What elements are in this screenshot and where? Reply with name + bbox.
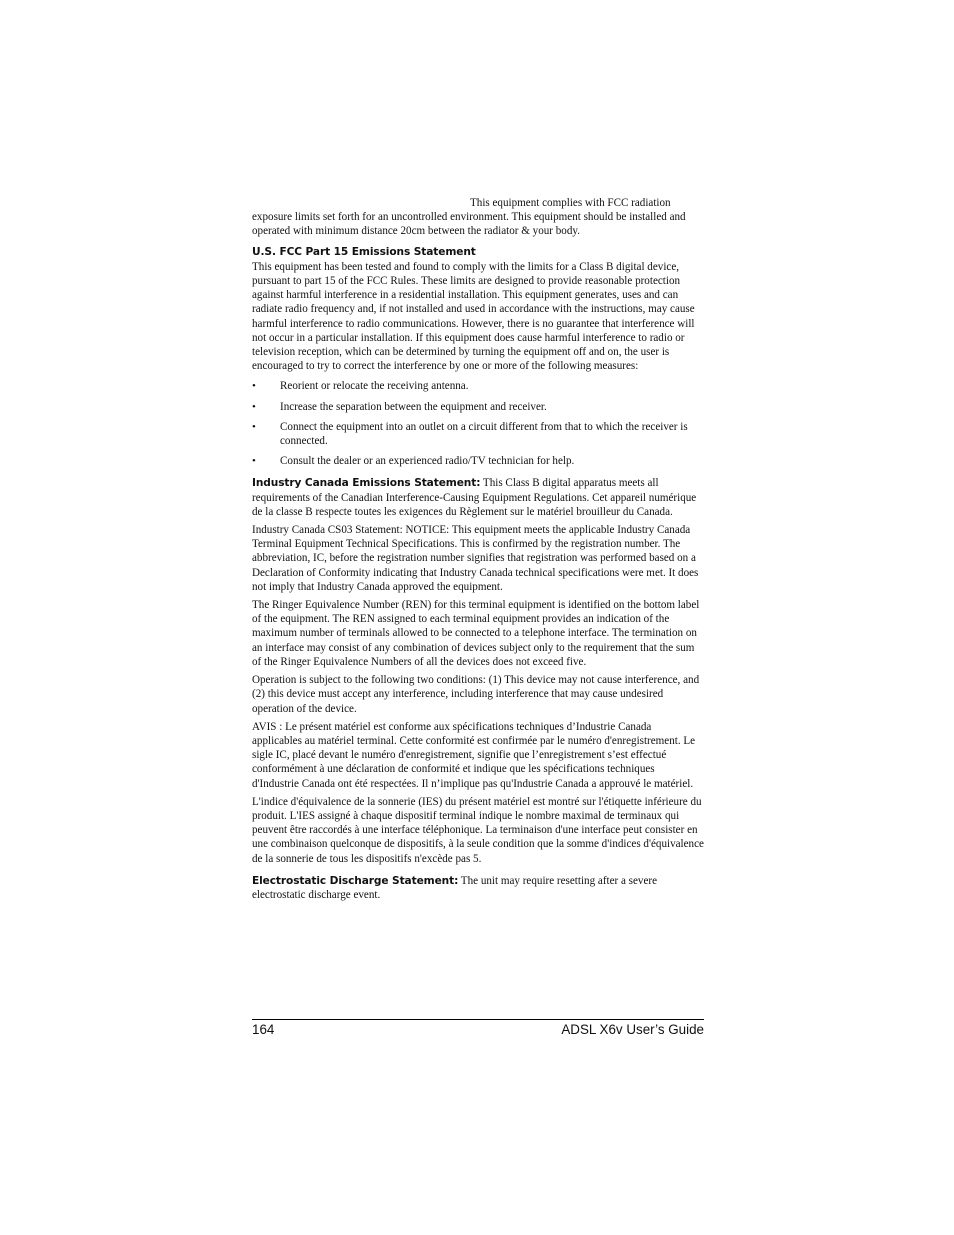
list-item: [252, 379, 704, 393]
list-item: [252, 454, 704, 468]
esd-body: The unit may require resetting after a severe electrostatic discharge event.: [252, 874, 658, 901]
ren-paragraph: The Ringer Equivalence Number (REN) for this terminal equipment is identified on the bottom label of the equipment. The REN assigned to each terminal equipment provides an indication of the maximum number of terminals allowed to be connected to a telephone interface. The termination on an interface may consist of any combination of devices subject only to the requirement that the sum of the Ringer Equivalence Numbers of all the devices does not exceed five.: [252, 599, 700, 668]
bullet-icon: •: [252, 400, 256, 413]
list-item-text: Consult the dealer or an experienced radio/TV technician for help.: [280, 455, 575, 468]
page-number: 164: [252, 1022, 275, 1037]
page-content: [252, 196, 704, 906]
bullet-icon: •: [252, 380, 256, 393]
fcc-part15-heading: U.S. FCC Part 15 Emissions Statement: [252, 245, 476, 258]
list-item-text: Reorient or relocate the receiving antenna.: [280, 380, 469, 393]
intro-paragraph: This equipment complies with FCC radiation exposure limits set forth for an uncontrolled environment. This equipment should be installed and operated with minimum distance 20cm between the radiator & your body.: [252, 197, 686, 238]
list-item: [252, 400, 704, 414]
bullet-icon: •: [252, 455, 256, 468]
esd-heading: Electrostatic Discharge Statement:: [252, 874, 459, 887]
esd-paragraph: [252, 874, 704, 902]
page-footer: [252, 1019, 704, 1037]
indice-paragraph: L'indice d'équivalence de la sonnerie (IES) du présent matériel est montré sur l'étiquette inférieure du produit. L'IES assigné à chaque dispositif terminal indique le nombre maximal de terminaux qui peuvent être raccordés à une interface téléphonique. La terminaison d'une interface peut consister en une combinaison quelconque de dispositifs, à la seule condition que la somme d'indices d'équivalence de la sonnerie de tous les dispositifs n'excède pas 5.: [252, 795, 704, 865]
industry-canada-heading: Industry Canada Emissions Statement:: [252, 477, 481, 490]
fcc-measures-list: [252, 379, 704, 468]
cs03-paragraph: Industry Canada CS03 Statement: NOTICE: This equipment meets the applicable Industry Canada Terminal Equipment Technical Specifications. This is confirmed by the registration number. The abbreviation, IC, before the registration number signifies that registration was performed based on a Declaration of Conformity indicating that Industry Canada technical specifications were met. It does not imply that Industry Canada approved the equipment.: [252, 524, 699, 593]
guide-title: ADSL X6v User’s Guide: [561, 1022, 704, 1037]
list-item: [252, 420, 704, 448]
operation-paragraph: Operation is subject to the following two conditions: (1) This device may not cause interference, and (2) this device must accept any interference, including interference that may cause undesired operation of the device.: [252, 674, 700, 715]
industry-canada-body: This Class B digital apparatus meets all requirements of the Canadian Interference-Causing Equipment Regulations. Cet appareil numérique de la classe B respecte toutes les exigences du Règlement sur le matériel brouilleur du Canada.: [252, 477, 697, 518]
industry-canada-paragraph: [252, 476, 704, 519]
list-item-text: Increase the separation between the equipment and receiver.: [280, 400, 547, 413]
fcc-part15-body: This equipment has been tested and found to comply with the limits for a Class B digital device, pursuant to part 15 of the FCC Rules. These limits are designed to provide reasonable protection against harmful interference in a residential installation. This equipment generates, uses and can radiate radio frequency and, if not installed and used in accordance with the instructions, may cause harmful interference to radio communications. However, there is no guarantee that interference will not occur in a particular installation. If this equipment does cause harmful interference to radio or television reception, which can be determined by turning the equipment off and on, the user is encouraged to try to correct the interference by one or more of the following measures:: [252, 260, 695, 373]
list-item-text: Connect the equipment into an outlet on a circuit different from that to which the receiver is connected.: [280, 420, 688, 448]
avis-paragraph: AVIS : Le présent matériel est conforme aux spécifications techniques d’Industrie Canada applicables au matériel terminal. Cette conformité est confirmée par le numéro d'enregistrement. Le sigle IC, placé devant le numéro d'enregistrement, signifie que l’enregistrement s’est effectué conformément à une déclaration de conformité et indique que les spécifications techniques d'Industrie Canada ont été respectées. Il n’implique pas qu'Industrie Canada a approuvé le matériel.: [252, 720, 696, 790]
bullet-icon: •: [252, 420, 256, 433]
